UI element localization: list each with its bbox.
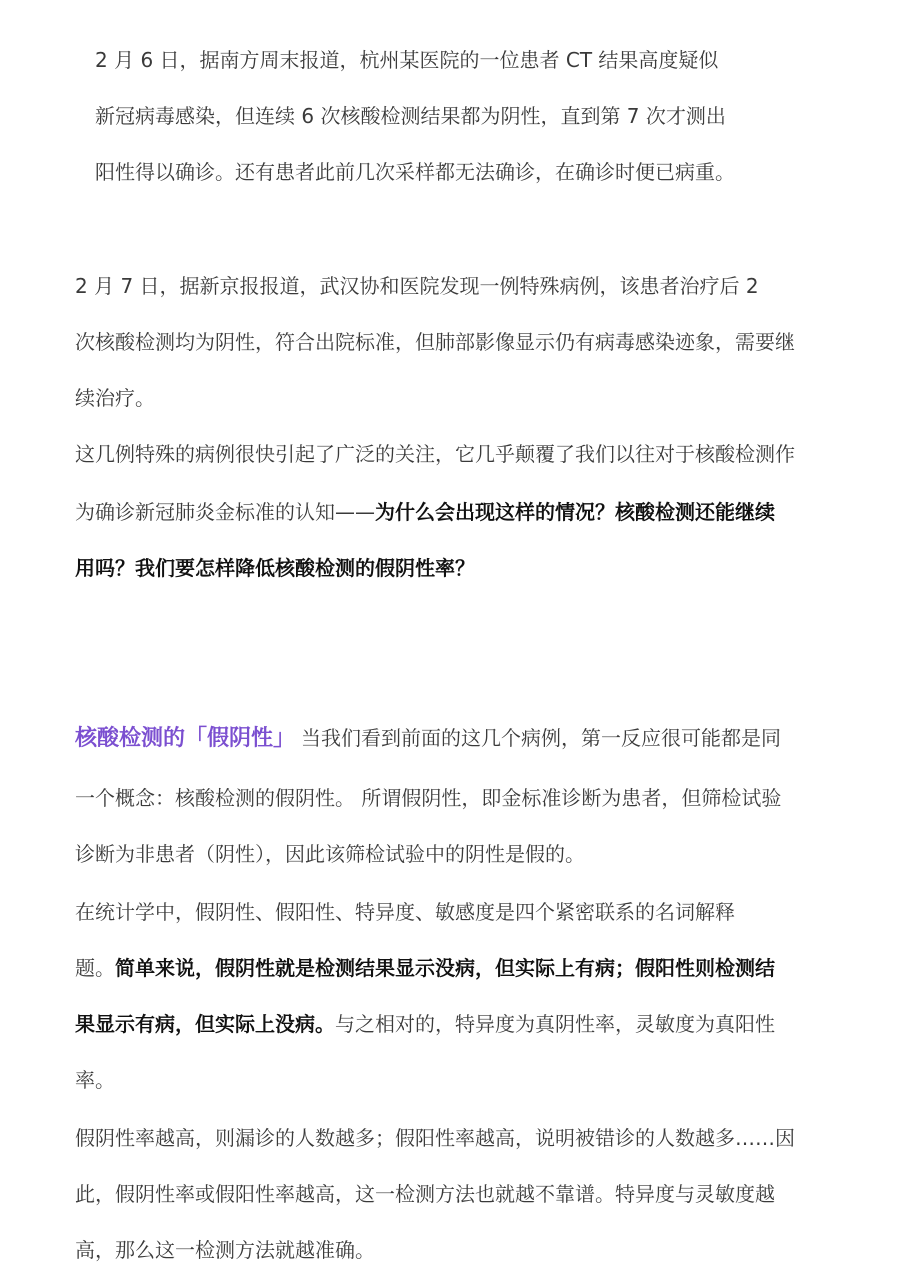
paragraph5-line2-normal: 题。 — [75, 956, 115, 980]
paragraph5-line4: 率。 — [75, 1068, 115, 1092]
paragraph1-line1: 2 月 6 日，据南方周末报道，杭州某医院的一位患者 CT 结果高度疑似 — [95, 48, 719, 72]
paragraph3-line3-bold: 用吗？我们要怎样降低核酸检测的假阴性率？ — [75, 556, 475, 580]
paragraph5-line1: 在统计学中，假阴性、假阳性、特异度、敏感度是四个紧密联系的名词解释 — [75, 900, 735, 924]
paragraph6-line1: 假阴性率越高，则漏诊的人数越多；假阳性率越高，说明被错诊的人数越多……因 — [75, 1126, 795, 1150]
paragraph2-line1: 2 月 7 日，据新京报报道，武汉协和医院发现一例特殊病例，该患者治疗后 2 — [75, 274, 759, 298]
paragraph3-line2 — [75, 498, 775, 526]
paragraph2-line3: 续治疗。 — [75, 386, 155, 410]
paragraph6-line2: 此，假阴性率或假阳性率越高，这一检测方法也就越不靠谱。特异度与灵敏度越 — [75, 1182, 775, 1206]
section-line2: 一个概念：核酸检测的假阴性。 所谓假阴性，即金标准诊断为患者，但筛检试验 — [75, 786, 782, 810]
paragraph1-line3: 阳性得以确诊。还有患者此前几次采样都无法确诊，在确诊时便已病重。 — [95, 160, 735, 184]
paragraph2-line2: 次核酸检测均为阴性，符合出院标准，但肺部影像显示仍有病毒感染迹象，需要继 — [75, 330, 795, 354]
paragraph5-line2-bold: 简单来说，假阴性就是检测结果显示没病，但实际上有病；假阳性则检测结 — [115, 956, 775, 980]
paragraph3-line1: 这几例特殊的病例很快引起了广泛的关注，它几乎颠覆了我们以往对于核酸检测作 — [75, 442, 795, 466]
section-line1-text: 当我们看到前面的这几个病例，第一反应很可能都是同 — [301, 726, 782, 750]
section-line1 — [75, 724, 781, 753]
section-heading: 核酸检测的「假阴性」 — [75, 726, 296, 751]
section-line3: 诊断为非患者（阴性），因此该筛检试验中的阴性是假的。 — [75, 842, 585, 866]
paragraph5-line3-bold: 果显示有病，但实际上没病。 — [75, 1012, 335, 1036]
paragraph5-line2 — [75, 954, 775, 982]
paragraph6-line3: 高，那么这一检测方法就越准确。 — [75, 1238, 375, 1262]
paragraph5-line3 — [75, 1010, 775, 1038]
paragraph3-line2-bold: 为什么会出现这样的情况？核酸检测还能继续 — [375, 500, 775, 524]
paragraph1-line2: 新冠病毒感染，但连续 6 次核酸检测结果都为阴性，直到第 7 次才测出 — [95, 104, 726, 128]
paragraph5-line3-normal: 与之相对的，特异度为真阴性率，灵敏度为真阳性 — [335, 1012, 775, 1036]
paragraph3-line2-normal: 为确诊新冠肺炎金标准的认知—— — [75, 500, 375, 524]
